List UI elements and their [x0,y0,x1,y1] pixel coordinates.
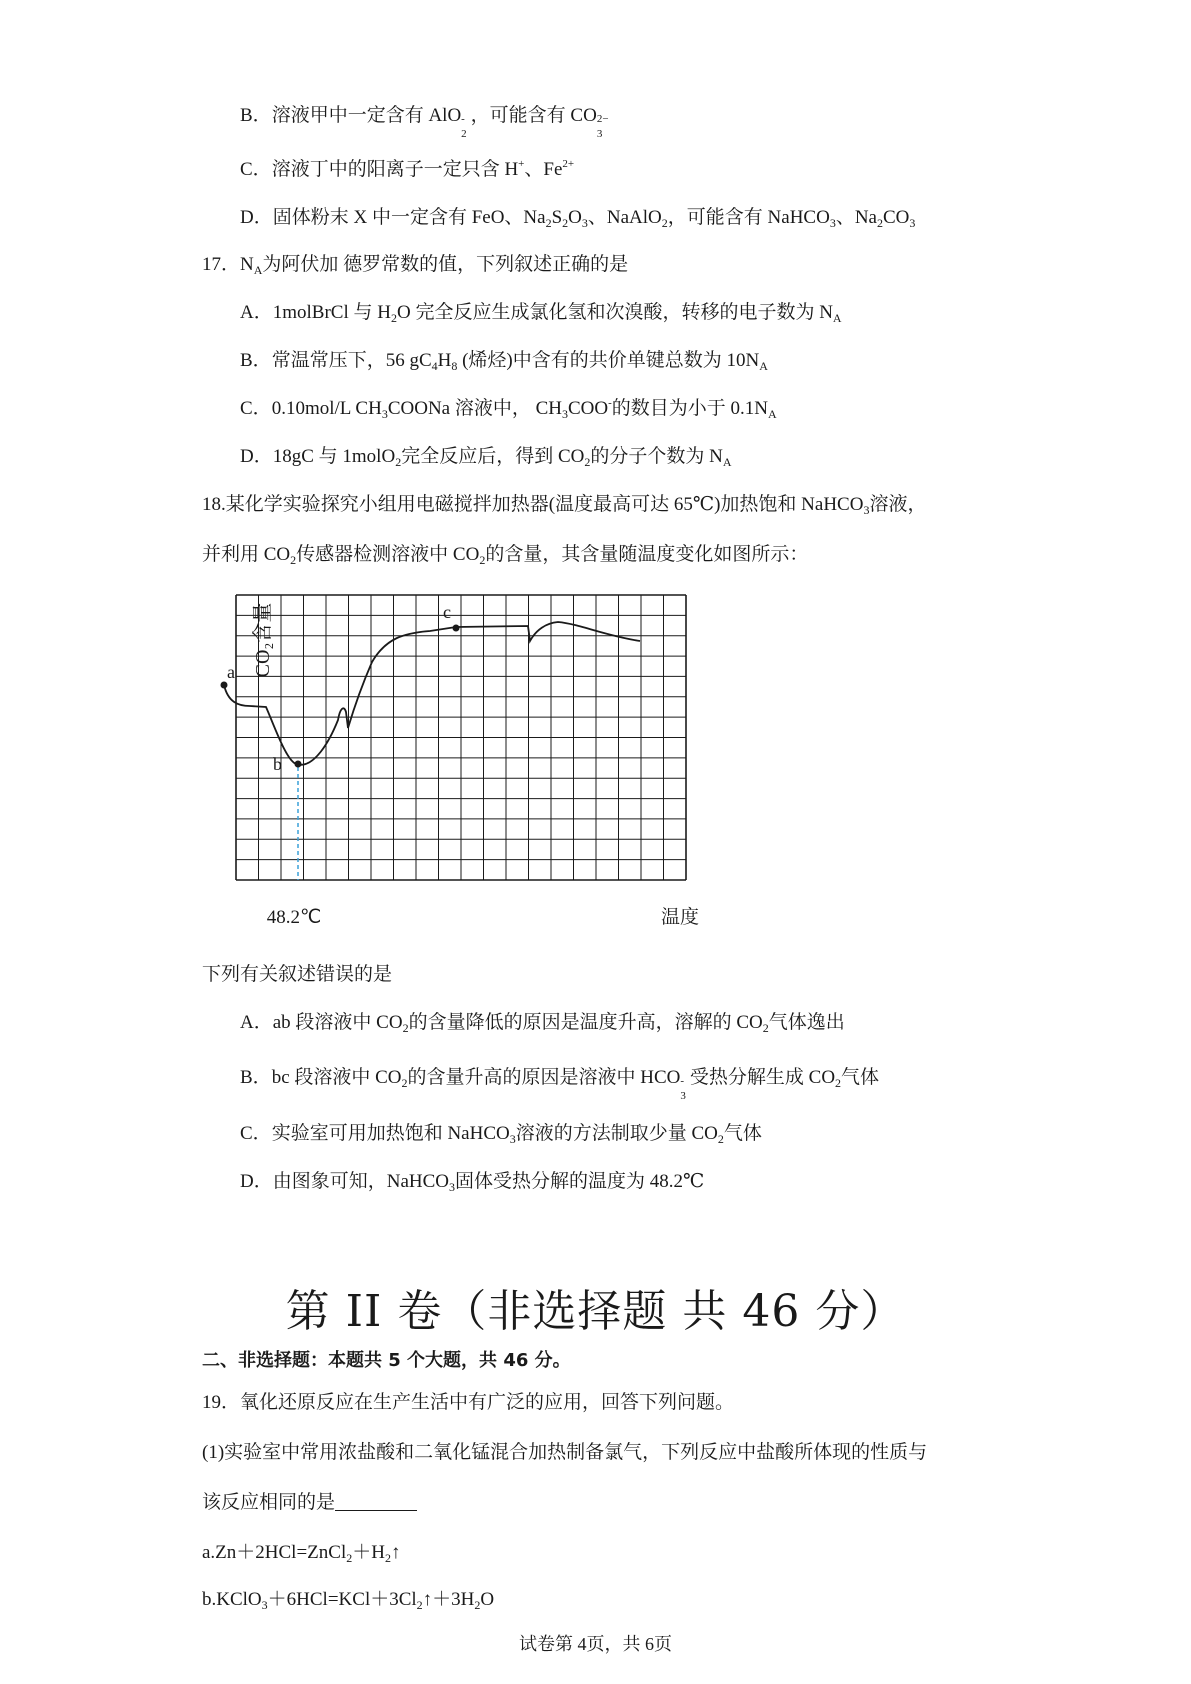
point-a-label: a [227,662,235,682]
q16-option-c: C．溶液丁中的阳离子一定只含 H+、$Fe^{2+}$ [240,158,575,180]
q16-option-b: B．溶液甲中一定含有 AlO - 2 ，可能含有 CO 2− 3 [240,105,609,140]
q18-option-c: C．实验室可用加热饱和 NaHCO$_3$溶液的方法制取少量 $CO_2$气体 [240,1123,762,1146]
co2-temperature-chart [190,590,750,935]
q18-stem-line1: 18.某化学实验探究小组用电磁搅拌加热器(温度最高可达 65℃)加热饱和 NaHCO$_3$溶液， [202,494,927,517]
q17-option-c: C．0.10mol/L $CH_3COONa$ 溶液中， $CH_3COO^-$的数目为小于 $0.1N_A$ [240,397,777,421]
point-b-label: b [273,754,282,774]
q19-part1-line2: 该反应相同的是 [202,1492,417,1512]
answer-blank[interactable] [335,1492,417,1511]
y-axis-label: CO₂含量 [252,602,274,678]
point-c-label: c [443,602,451,622]
q17-stem: 17．$N_A$为阿伏加 德罗常数的值，下列叙述正确的是 [202,254,629,277]
co2-curve [224,622,640,765]
q19-stem: 19．氧化还原反应在生产生活中有广泛的应用，回答下列问题。 [202,1392,735,1413]
q17-option-b: B．常温常压下，56 $gC_4H_8$ (烯烃)中含有的共价单键总数为 $10N_A$ [240,350,768,373]
point-b [295,761,302,768]
chart-grid [236,595,686,880]
q18-option-b: B．bc 段溶液中 $CO_2$的含量升高的原因是溶液中 HCO - 3 受热分解生成 $CO_2$气体 [240,1067,880,1102]
q18-option-d: D．由图象可知，NaHCO$_3$固体受热分解的温度为 48.2℃ [240,1171,705,1194]
q16-option-d: D．固体粉末 X 中一定含有 FeO、$Na_2S_2O_3$、NaAlO$_2$，可能含有 NaHCO$_3$、$Na_2CO_3$ [240,207,916,230]
q19-part1-line1: (1)实验室中常用浓盐酸和二氧化锰混合加热制备氯气，下列反应中盐酸所体现的性质与 [202,1442,928,1463]
section-heading: 二、非选择题：本题共 5 个大题，共 46 分。 [202,1350,571,1371]
q18-option-a: A．ab 段溶液中 $CO_2$的含量降低的原因是温度升高，溶解的 $CO_2$气体逸出 [240,1012,845,1035]
q18-question: 下列有关叙述错误的是 [202,964,393,985]
page-footer: 试卷第 4页，共 6页 [519,1634,672,1654]
q19-choice-a: $a.Zn+2HCl=ZnCl_2+H_2↑$ [202,1542,401,1565]
x-axis-label: 温度 [660,907,700,928]
point-a [221,682,228,689]
x-marker-label: 48.2℃ [266,907,322,928]
part2-title: 第 II 卷（非选择题 共 46 分） [285,1286,906,1337]
q17-option-a: A．1molBrCl 与 $H_2O$ 完全反应生成氯化氢和次溴酸，转移的电子数为 $N_A$ [240,302,842,325]
q19-choice-b: $b.KClO_3+6HCl=KCl+3Cl_2↑+3H_2O$ [202,1589,495,1612]
q17-option-d: D．18gC 与 1molO$_2$完全反应后，得到 $CO_2$的分子个数为 $N_A$ [240,446,732,469]
point-c [453,625,460,632]
q18-stem-line2: 并利用 $CO_2$传感器检测溶液中 $CO_2$的含量，其含量随温度变化如图所示： [202,544,809,567]
